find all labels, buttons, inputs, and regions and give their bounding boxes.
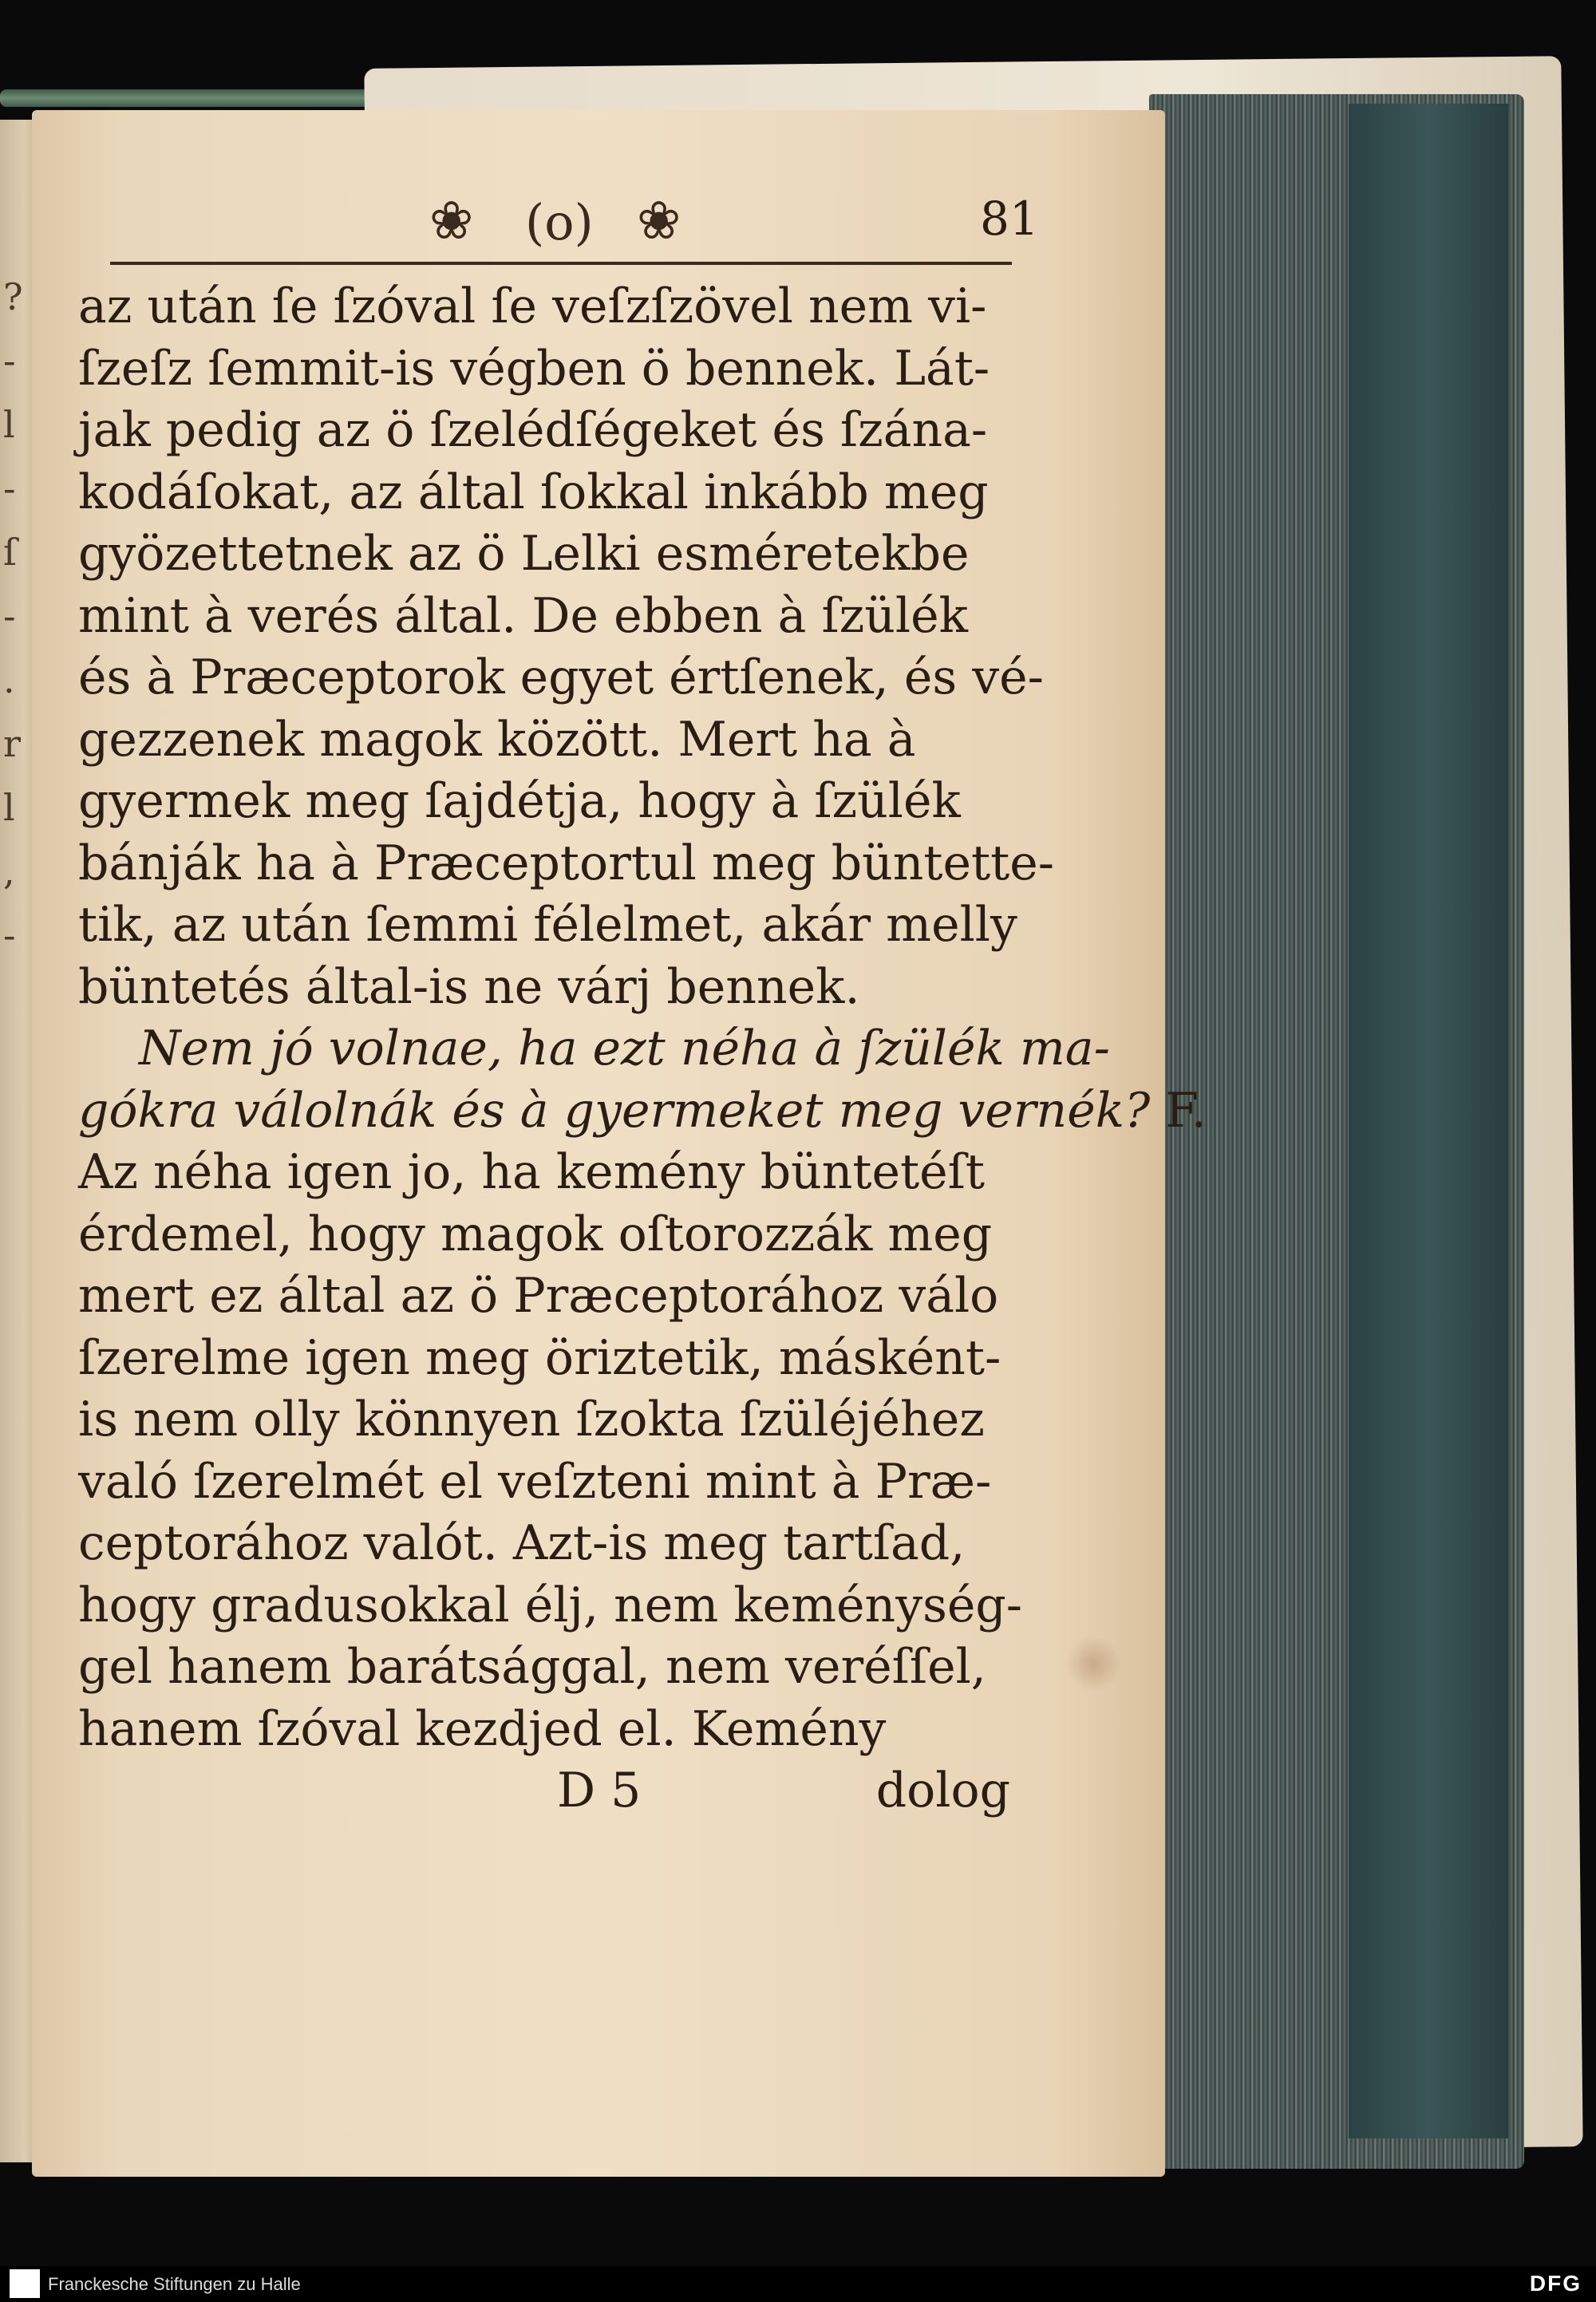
funder-logo: DFG: [1529, 2271, 1582, 2296]
answer-line: mert ez által az ö Præceptorához válo: [78, 1268, 999, 1324]
institution-logo-icon: [10, 2269, 40, 2298]
left-mark: .: [3, 658, 15, 701]
answer-marker: F.: [1165, 1082, 1207, 1139]
signature-mark: D 5: [557, 1763, 642, 1818]
page-block-dark-edge: [1349, 104, 1508, 2138]
left-mark: -: [3, 339, 16, 382]
text-line: az után ſe ſzóval ſe veſzſzövel nem vi-: [78, 278, 987, 334]
text-line: büntetés által-is ne várj bennek.: [78, 958, 860, 1015]
header-rule: [110, 262, 1012, 265]
text-line: gezzenek magok között. Mert ha à: [78, 711, 916, 768]
text-line: gyözettetnek az ö Lelki esméretekbe: [78, 526, 970, 582]
answer-line: ceptorához valót. Azt-is meg tartſad,: [78, 1515, 966, 1571]
answer-line: ſzerelme igen meg öriztetik, másként-: [78, 1329, 1001, 1386]
left-mark: l: [3, 403, 15, 446]
signature-line: [78, 1760, 1033, 1822]
question-text: gókra válolnák és à gyermeket meg vernék?: [78, 1082, 1151, 1139]
left-mark: ſ: [3, 531, 18, 574]
body-text: [78, 276, 1207, 1822]
left-mark: l: [3, 786, 15, 829]
left-mark: r: [3, 722, 21, 765]
answer-line: érdemel, hogy magok oſtorozzák meg: [78, 1206, 993, 1262]
running-header: [78, 174, 1039, 262]
ornament-right-icon: ❀: [637, 190, 681, 251]
text-block: [78, 174, 1207, 1818]
left-page-margin-text: [3, 120, 35, 2162]
question-line-with-answer-marker: [78, 1080, 1207, 1143]
question-line: Nem jó volnae, ha ezt néha à ſzülék ma-: [139, 1021, 1110, 1076]
text-line: ſzeſz ſemmit-is végben ö bennek. Lát-: [78, 340, 990, 397]
text-line: jak pedig az ö ſzelédſégeket és ſzána-: [78, 402, 988, 458]
text-line: kodáſokat, az által ſokkal inkább meg: [78, 464, 989, 520]
text-line: tik, az után ſemmi félelmet, akár melly: [78, 897, 1017, 953]
catchword: dolog: [875, 1763, 1010, 1818]
answer-line: gel hanem barátsággal, nem veréſſel,: [78, 1639, 986, 1695]
text-line: gyermek meg ſajdétja, hogy à ſzülék: [78, 773, 961, 829]
left-mark: -: [3, 467, 16, 510]
left-mark: -: [3, 914, 16, 957]
binding-cord: [0, 89, 415, 107]
text-line: mint à verés által. De ebben à ſzülék: [78, 587, 968, 644]
left-mark: ,: [3, 850, 15, 893]
page-stain: [1065, 1636, 1121, 1692]
text-line: és à Præceptorok egyet értſenek, és vé-: [78, 650, 1044, 705]
left-mark: -: [3, 594, 16, 638]
answer-line: hanem ſzóval kezdjed el. Kemény: [78, 1700, 887, 1757]
answer-line: való ſzerelmét el veſzteni mint à Præ-: [78, 1453, 992, 1510]
left-mark: ?: [3, 275, 23, 318]
ornament-center: (o): [525, 193, 594, 251]
page-number: 81: [980, 192, 1039, 246]
answer-line: is nem olly könnyen ſzokta ſzüléjéhez: [78, 1392, 985, 1447]
answer-line: hogy gradusokkal élj, nem keménység-: [78, 1577, 1023, 1633]
viewer-footer: [0, 2266, 1596, 2302]
answer-line: Az néha igen jo, ha kemény büntetéſt: [78, 1144, 985, 1200]
text-line: bánják ha à Præceptortul meg büntette-: [78, 835, 1055, 891]
ornament-left-icon: ❀: [429, 190, 474, 251]
institution-name: Franckesche Stiftungen zu Halle: [48, 2274, 301, 2294]
